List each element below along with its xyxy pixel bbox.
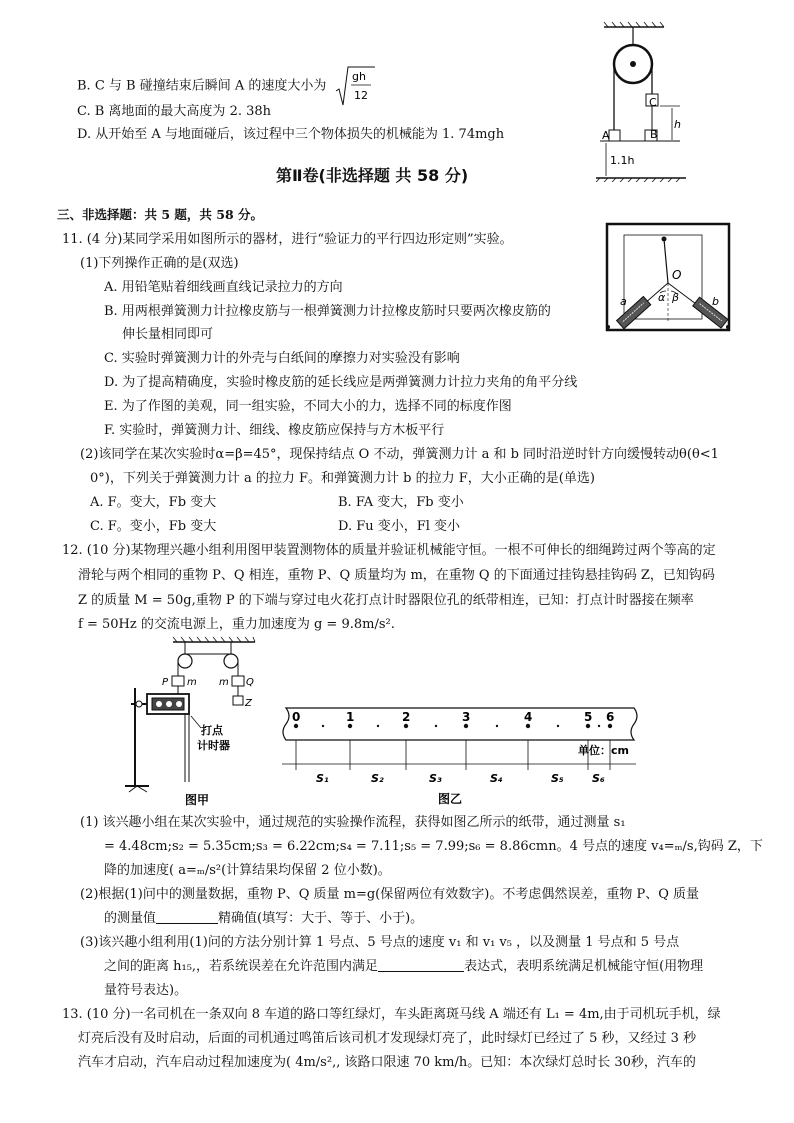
tape-point	[348, 724, 352, 728]
q12-sub2-line2	[104, 910, 423, 927]
segment-label: S₆	[592, 772, 605, 785]
label-q: Q	[246, 677, 254, 688]
q13-line2: 灯亮后没有及时启动，后面的司机通过鸣笛后该司机才发现绿灯亮了，此时绿灯已经过了 5 秒，又经过 3 秒	[78, 1031, 697, 1046]
tape-dot	[435, 725, 437, 727]
q11-choice-b: B. FA 变大，Fb 变小	[338, 495, 464, 510]
tape-point-label: 4	[524, 710, 533, 724]
q11-option-b-cont: 伸长量相同即可	[122, 327, 214, 342]
label-a-spring: a	[620, 295, 627, 308]
tape-point	[464, 724, 468, 728]
q12-sub1-line2: = 4.48cm;s₂ = 5.35cm;s₃ = 6.22cm;s₄ = 7.11;s₅ = 7.99;s₆ = 8.86cmn。4 号点的速度 v₄=ₘ/s,钩码 Z，下	[104, 839, 763, 854]
q11-stem: 11. (4 分)某同学采用如图所示的器材，进行“验证力的平行四边形定则”实验。	[62, 232, 513, 247]
label-beta: β	[672, 291, 680, 304]
q11-option-e: E. 为了作图的美观，同一组实验，不同大小的力，选择不同的标度作图	[104, 399, 512, 414]
q10-option-b-text: B. C 与 B 碰撞结束后瞬间 A 的速度大小为	[77, 78, 327, 94]
q12-sub2-line1: (2)根据(1)问中的测量数据，重物 P、Q 质量 m=g(保留两位有效数字)。不考虑偶然误差，重物 P、Q 质量	[80, 887, 699, 902]
q13-line3: 汽车才启动，汽车启动过程加速度为( 4m/s²,, 该路口限速 70 km/h。已知：本次绿灯总时长 30秒，汽车的	[78, 1055, 696, 1070]
q12-sub2-text-a: 的测量值	[104, 911, 157, 926]
tape-point-label: 3	[462, 710, 471, 724]
sqrt-sign-icon	[335, 65, 375, 107]
segment-label: S₃	[429, 772, 442, 785]
q10-option-b	[77, 65, 375, 107]
q12-sub3-line3: 量符号表达)。	[104, 983, 188, 998]
q12-line3: Z 的质量 M = 50g,重物 P 的下端与穿过电火花打点计时器限位孔的纸带相连，已知：打点计时器接在频率	[78, 593, 694, 608]
part2-title: 第Ⅱ卷(非选择题 共 58 分)	[276, 166, 469, 185]
q13-line1: 13. (10 分)一名司机在一条双向 8 车道的路口等红绿灯，车头距离斑马线 A 端还有 L₁ = 4m,由于司机玩手机，绿	[62, 1007, 721, 1022]
q11-option-d: D. 为了提高精确度，实验时橡皮筋的延长线应是两弹簧测力计拉力夹角的角平分线	[104, 375, 578, 390]
tape-dot	[598, 725, 600, 727]
tape-dot	[377, 725, 379, 727]
fraction-numerator: gh	[351, 70, 366, 83]
tape-dot	[322, 725, 324, 727]
q11-choice-d: D. Fu 变小，Fl 变小	[338, 519, 461, 534]
tape-dot	[557, 725, 559, 727]
q10-option-c: C. B 离地面的最大高度为 2. 38h	[77, 104, 272, 119]
tape-point-label: 1	[346, 710, 355, 724]
q11-choice-a: A. F。变大，Fb 变大	[90, 495, 217, 510]
tape-point	[404, 724, 408, 728]
tape-point	[294, 724, 298, 728]
q11-option-c: C. 实验时弹簧测力计的外壳与白纸间的摩擦力对实验没有影响	[104, 351, 460, 366]
answer-blank-expression[interactable]	[378, 959, 464, 972]
label-alpha: α	[658, 291, 666, 304]
label-1-1h: 1.1h	[610, 154, 635, 167]
q12-sub3-line1: (3)该兴趣小组利用(1)问的方法分别计算 1 号点、5 号点的速度 v₁ 和 v₁ v₅ ，以及测量 1 号点和 5 号点	[80, 935, 680, 950]
label-h: h	[674, 118, 681, 131]
tape-dot	[496, 725, 498, 727]
label-timer-1: 打点	[201, 724, 223, 737]
q11-option-f: F. 实验时，弹簧测力计、细线、橡皮筋应保持与方木板平行	[104, 423, 445, 438]
force-board-diagram	[604, 221, 734, 336]
label-m-p: m	[187, 677, 197, 688]
figure-yi-caption: 图乙	[438, 792, 463, 806]
label-m-q: m	[219, 677, 229, 688]
label-b: B	[650, 128, 658, 141]
q11-choice-c: C. F。变小，Fb 变大	[90, 519, 217, 534]
q11-sub1: (1)下列操作正确的是(双选)	[80, 256, 239, 271]
paper-tape-diagram-yi	[282, 694, 642, 809]
label-o: O	[672, 268, 682, 282]
label-z: Z	[245, 698, 252, 709]
tape-point-label: 6	[606, 710, 615, 724]
fraction-denominator: 12	[353, 89, 368, 102]
q12-line4: f = 50Hz 的交流电源上，重力加速度为 g = 9.8m/s².	[78, 617, 395, 632]
label-a: A	[602, 129, 610, 142]
unit-label: 单位：cm	[578, 744, 629, 757]
tape-point	[608, 724, 612, 728]
tape-point	[526, 724, 530, 728]
figure-jia-caption: 图甲	[185, 793, 210, 806]
q12-sub1-line3: 降的加速度( a=ₘ/s²(计算结果均保留 2 位小数)。	[104, 863, 391, 878]
answer-blank-compare[interactable]	[156, 911, 218, 924]
tape-point-label: 2	[402, 710, 411, 724]
q12-sub1-line1: (1) 该兴趣小组在某次实验中，通过规范的实验操作流程，获得如图乙所示的纸带，通过测量 s₁	[80, 815, 626, 830]
sqrt-expression	[335, 65, 375, 107]
q12-line2: 滑轮与两个相同的重物 P、Q 相连，重物 P、Q 质量均为 m，在重物 Q 的下面通过挂钩悬挂钩码 Z，已知钩码	[78, 568, 715, 583]
pulley-diagram	[590, 22, 710, 182]
segment-label: S₅	[551, 772, 564, 785]
q11-option-a: A. 用铅笔贴着细线画直线记录拉力的方向	[104, 280, 343, 295]
apparatus-diagram-jia	[125, 636, 265, 806]
q12-line1: 12. (10 分)某物理兴趣小组利用图甲装置测物体的质量并验证机械能守恒。一根不可伸长的细绳跨过两个等高的定	[62, 543, 716, 558]
q12-sub3-line2	[104, 958, 703, 975]
label-c: C	[649, 96, 657, 109]
segment-label: S₁	[316, 772, 329, 785]
q10-option-d: D. 从开始至 A 与地面碰后，该过程中三个物体损失的机械能为 1. 74mgh	[77, 127, 505, 142]
tape-point-label: 0	[292, 710, 301, 724]
q11-sub2-cont: 0°)，下列关于弹簧测力计 a 的拉力 F。和弹簧测力计 b 的拉力 F，大小正确的是(单选)	[90, 471, 595, 486]
tape-point-label: 5	[584, 710, 593, 724]
label-p: P	[162, 677, 169, 688]
label-b-spring: b	[712, 295, 719, 308]
label-timer-2: 计时器	[197, 739, 230, 752]
segment-label: S₄	[490, 772, 503, 785]
q12-sub3-text-b: 表达式，表明系统满足机械能守恒(用物理	[464, 959, 704, 974]
section-heading: 三、非选择题：共 5 题，共 58 分。	[57, 207, 264, 222]
segment-label: S₂	[371, 772, 384, 785]
q11-option-b: B. 用两根弹簧测力计拉橡皮筋与一根弹簧测力计拉橡皮筋时只要两次橡皮筋的	[104, 304, 551, 319]
q11-sub2: (2)该同学在某次实验时α=β=45°，现保持结点 O 不动，弹簧测力计 a 和 b 同时沿逆时针方向缓慢转动θ(θ<1	[80, 447, 719, 462]
tape-point	[586, 724, 590, 728]
q12-sub2-text-b: 精确值(填写：大于、等于、小于)。	[218, 911, 424, 926]
q12-sub3-text-a: 之间的距离 h₁₅,，若系统误差在允许范围内满足	[104, 959, 379, 974]
